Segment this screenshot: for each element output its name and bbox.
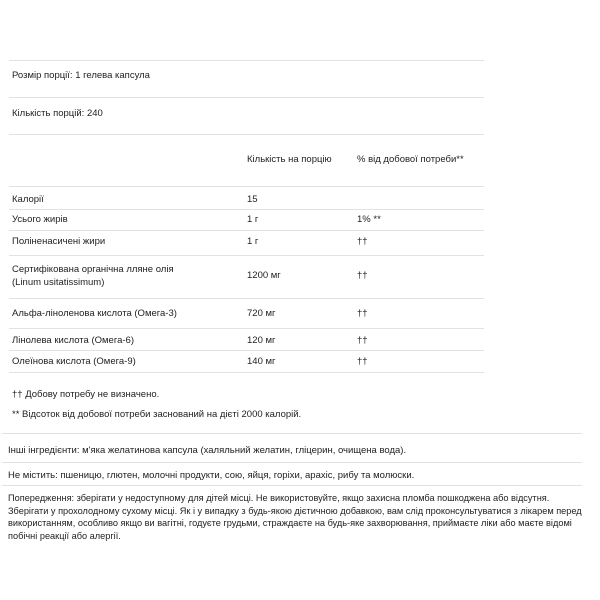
nutrient-amount: 15 — [247, 194, 258, 205]
divider — [9, 350, 484, 351]
divider — [2, 485, 582, 486]
nutrient-name: Лінолева кислота (Омега-6) — [12, 335, 134, 346]
nutrient-daily-value: †† — [357, 308, 368, 319]
divider — [9, 328, 484, 329]
divider — [9, 60, 484, 61]
other-ingredients: Інші інгредієнти: м'яка желатинова капсула (халяльний желатин, гліцерин, очищена вода). — [8, 445, 407, 456]
nutrient-daily-value: †† — [357, 270, 368, 281]
divider — [9, 209, 484, 210]
divider — [9, 186, 484, 187]
divider — [9, 298, 484, 299]
nutrient-amount: 1 г — [247, 214, 259, 225]
nutrient-amount: 720 мг — [247, 308, 276, 319]
nutrient-daily-value: †† — [357, 236, 368, 247]
divider — [9, 372, 484, 373]
nutrient-name-latin: (Linum usitatissimum) — [12, 277, 105, 288]
nutrient-name: Сертифікована органічна лляне олія — [12, 264, 174, 275]
column-header-daily-value: % від добової потреби** — [357, 154, 464, 165]
nutrient-name: Олеїнова кислота (Омега-9) — [12, 356, 136, 367]
footnote-percent-basis: ** Відсоток від добової потреби заснований на дієті 2000 калорій. — [12, 409, 302, 420]
nutrient-daily-value: †† — [357, 356, 368, 367]
warning-text: Попередження: зберігати у недоступному для дітей місці. Не використовуйте, якщо захисна пломба пошкоджена або відсутня. Зберігати у прохолодному сухому місці. Як і у випадку з будь-якою дієтичною добавкою, вам слід проконсультуватися з лікарем перед використанням, особливо якщо ви вагітні, годуєте грудьми, страждаєте на будь-яке захворювання, приймаєте ліки або маєте відомі побічні реакції або алергії. — [8, 493, 582, 541]
divider — [9, 134, 484, 135]
nutrient-daily-value: †† — [357, 335, 368, 346]
nutrient-daily-value: 1% ** — [357, 214, 381, 225]
allergen-statement: Не містить: пшеницю, глютен, молочні продукти, сою, яйця, горіхи, арахіс, рибу та молюски. — [8, 470, 415, 481]
footnote-dv-not-established: †† Добову потребу не визначено. — [12, 389, 160, 400]
nutrient-name: Усього жирів — [12, 214, 68, 225]
nutrient-name: Поліненасичені жири — [12, 236, 106, 247]
nutrient-amount: 1 г — [247, 236, 259, 247]
nutrient-name: Альфа-ліноленова кислота (Омега-3) — [12, 308, 177, 319]
nutrient-amount: 1200 мг — [247, 270, 281, 281]
divider — [2, 462, 582, 463]
nutrient-name: Калорії — [12, 194, 44, 205]
divider — [9, 97, 484, 98]
divider — [9, 255, 484, 256]
divider — [2, 433, 582, 434]
divider — [9, 230, 484, 231]
nutrient-amount: 120 мг — [247, 335, 276, 346]
nutrient-amount: 140 мг — [247, 356, 276, 367]
serving-size: Розмір порції: 1 гелева капсула — [12, 70, 150, 81]
servings-per-container: Кількість порцій: 240 — [12, 108, 103, 119]
column-header-amount: Кількість на порцію — [247, 154, 332, 165]
